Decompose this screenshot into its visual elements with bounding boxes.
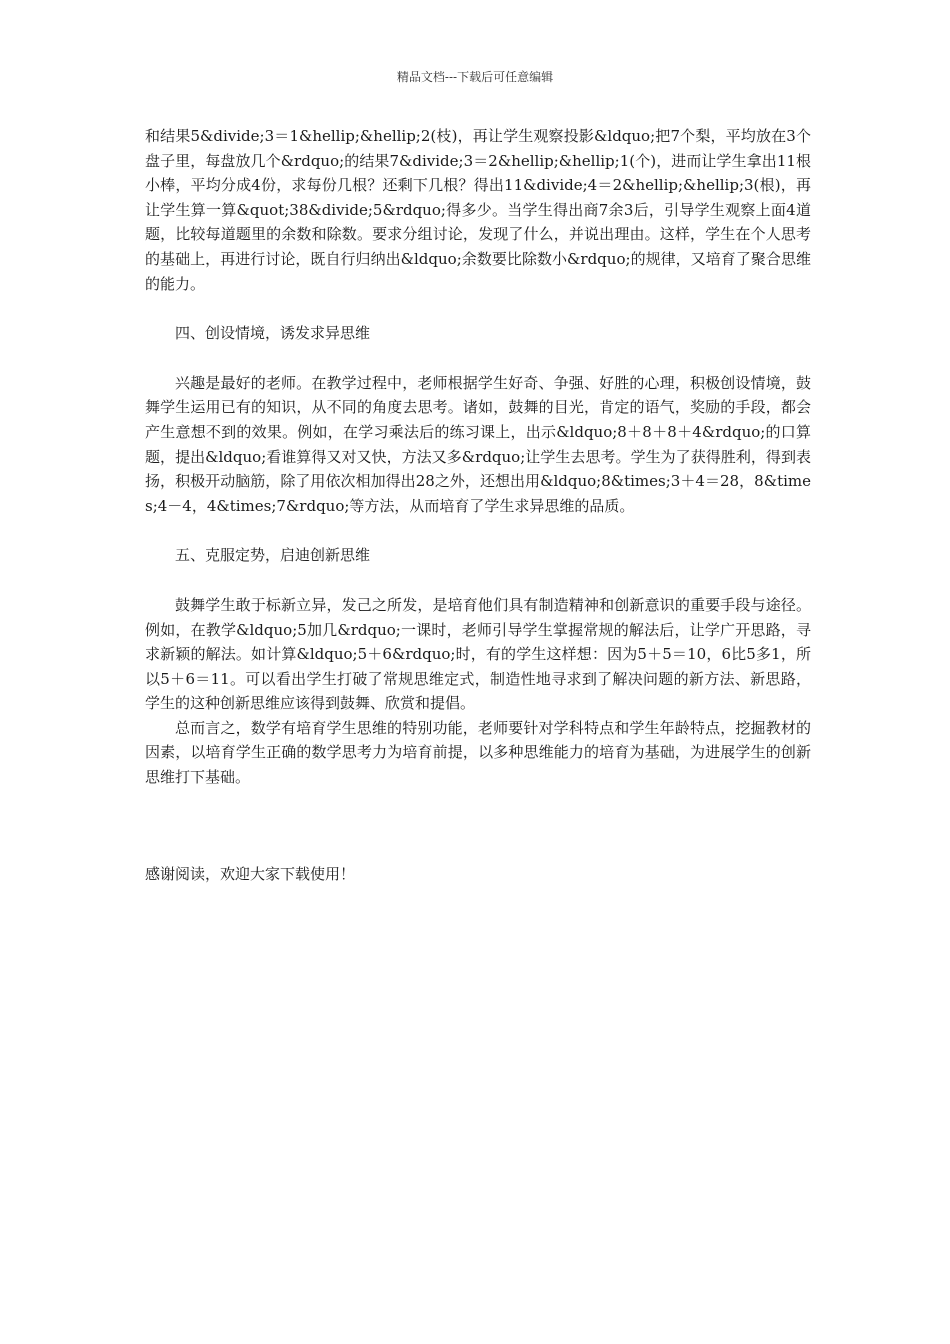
paragraph-spacer [145, 790, 811, 862]
closing-line: 感谢阅读，欢迎大家下载使用！ [145, 864, 356, 883]
paragraph-creative-situation: 兴趣是最好的老师。在教学过程中，老师根据学生好奇、争强、好胜的心理，积极创设情境，鼓舞学生运用已有的知识，从不同的角度去思考。诸如，鼓舞的目光，肯定的语气，奖励的手段，都会产生意想不到的效果。例如，在学习乘法后的练习课上，出示&ldquo;8＋8＋8＋4&rdquo;的口算题，提出&ldquo;看谁算得又对又快，方法又多&rdquo;让学生去思考。学生为了获得胜利，得到表扬，积极开动脑筋，除了用依次相加得出28之外，还想出用&ldquo;8&times;3＋4＝28，8&times;4－4，4&times;7&rdquo;等方法，从而培育了学生求异思维的品质。 [145, 373, 811, 515]
section-heading-5: 五、克服定势，启迪创新思维 [175, 546, 371, 565]
paragraph-spacer [145, 296, 811, 321]
paragraph-spacer [145, 346, 811, 371]
section-heading-4: 四、创设情境，诱发求异思维 [175, 324, 371, 343]
paragraph-division-remainder: 和结果5&divide;3＝1&hellip;&hellip;2(枝)，再让学生观察投影&ldquo;把7个梨，平均放在3个盘子里，每盘放几个&rdquo;的结果7&divide;3＝2&hellip;&hellip;1(个)，进而让学生拿出11根小棒，平均分成4份，求每份几根？还剩下几根？得出11&divide;4＝2&hellip;&hellip;3(根)，再让学生算一算&quot;38&divide;5&rdquo;得多少。当学生得出商7余3后，引导学生观察上面4道题，比较每道题里的余数和除数。要求分组讨论，发现了什么，并说出理由。这样，学生在个人思考的基础上，再进行讨论，既自行归纳出&ldquo;余数要比除数小&rdquo;的规律，又培育了聚合思维的能力。 [145, 127, 811, 293]
page-header: 精品文档---下载后可任意编辑 [396, 70, 554, 84]
paragraph-spacer [145, 518, 811, 543]
document-body [145, 124, 811, 886]
paragraph-spacer [145, 568, 811, 593]
paragraph-innovation: 鼓舞学生敢于标新立异，发己之所发，是培育他们具有制造精神和创新意识的重要手段与途径。例如，在教学&ldquo;5加几&rdquo;一课时，老师引导学生掌握常规的解法后，让学广开思路，寻求新颖的解法。如计算&ldquo;5＋6&rdquo;时，有的学生这样想：因为5＋5＝10，6比5多1，所以5＋6＝11。可以看出学生打破了常规思维定式，制造性地寻求到了解决问题的新方法、新思路，学生的这种创新思维应该得到鼓舞、欣赏和提倡。 [145, 595, 811, 713]
paragraph-summary: 总而言之，数学有培育学生思维的特别功能，老师要针对学科特点和学生年龄特点，挖掘教材的因素，以培育学生正确的数学思考力为培育前提，以多种思维能力的培育为基础，为进展学生的创新思维打下基础。 [145, 718, 811, 787]
